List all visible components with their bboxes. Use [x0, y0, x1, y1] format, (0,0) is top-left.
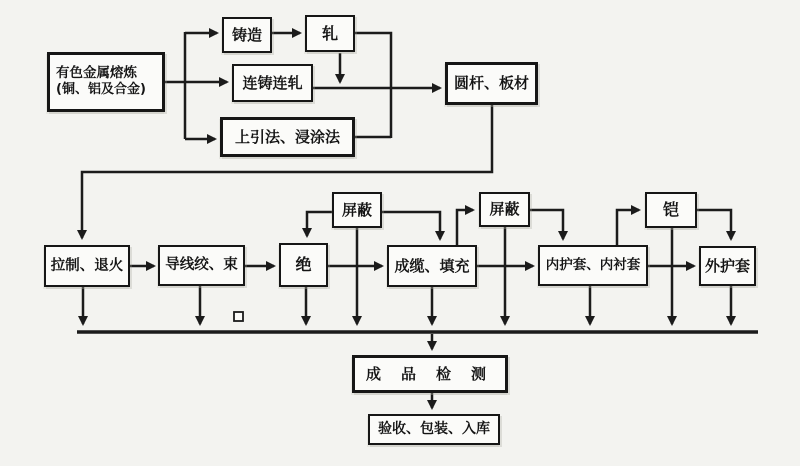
node-upcast-dip — [220, 117, 355, 157]
node-label: 连铸连轧 — [242, 73, 303, 92]
node-label: 圆杆、板材 — [453, 74, 529, 93]
node-strand-bunch — [158, 245, 245, 286]
node-rolling — [305, 15, 355, 52]
node-cabling-fill — [387, 245, 477, 287]
node-smelting — [47, 52, 165, 112]
node-acceptance-packing-warehousing — [368, 414, 500, 445]
node-label: 铸造 — [231, 25, 262, 44]
node-label: 绝 — [295, 255, 312, 274]
node-inner-sheath — [538, 245, 648, 286]
node-label: 导线绞、束 — [165, 257, 238, 274]
node-armor — [645, 192, 697, 228]
node-label: 拉制、退火 — [50, 257, 124, 274]
node-label: 成品检测 — [366, 364, 507, 383]
node-label: 铠 — [662, 200, 679, 219]
node-label: 轧 — [321, 23, 338, 43]
node-casting — [222, 17, 272, 53]
node-label: 屏蔽 — [489, 200, 520, 219]
node-shield-1 — [332, 192, 382, 228]
node-label: 屏蔽 — [341, 200, 372, 219]
node-shield-2 — [479, 192, 530, 227]
node-insulate — [279, 243, 328, 287]
node-label: (铜、铝及合金) — [56, 82, 146, 98]
node-outer-sheath — [699, 246, 756, 286]
node-label: 验收、包装、入库 — [378, 420, 490, 437]
node-label: 外护套 — [704, 256, 750, 275]
node-final-inspection — [352, 355, 508, 393]
node-draw-anneal — [44, 245, 130, 287]
node-continuous-cast-roll — [232, 64, 313, 102]
node-rod-plate — [445, 62, 538, 105]
node-label: 成缆、填充 — [394, 256, 470, 275]
node-label: 内护套、内衬套 — [545, 257, 641, 274]
node-label: 有色金属熔炼 — [56, 65, 137, 82]
node-label: 上引法、浸涂法 — [234, 127, 340, 146]
small-square-marker — [234, 312, 243, 321]
